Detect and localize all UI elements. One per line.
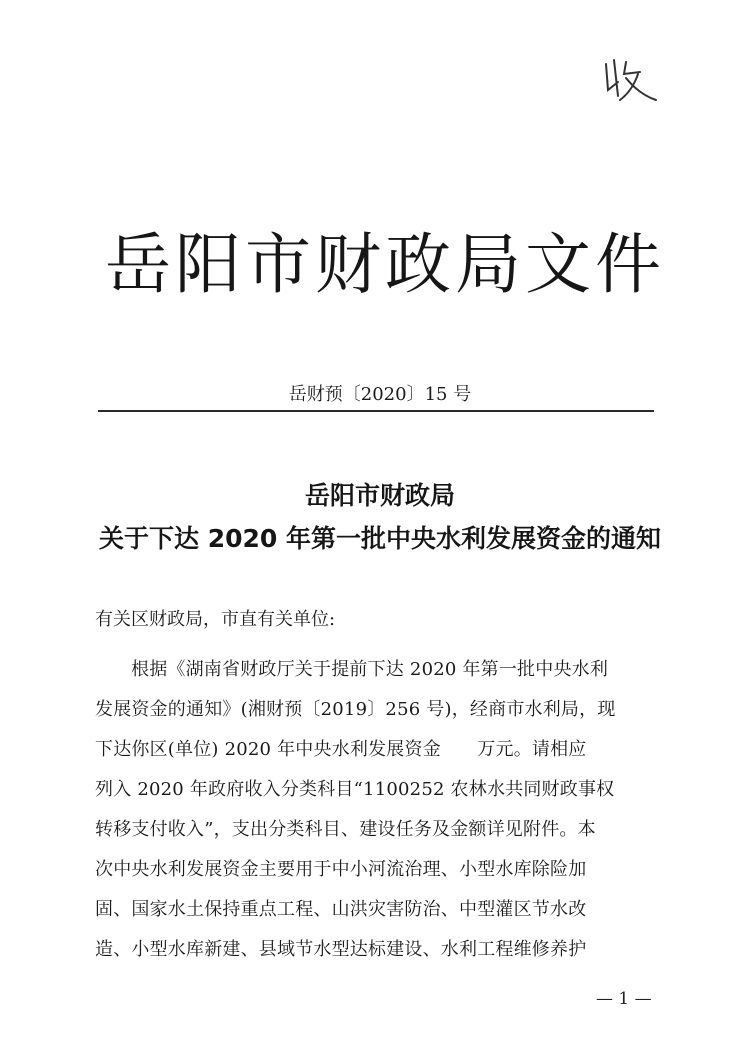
- body-line: 次中央水利发展资金主要用于中小河流治理、小型水库除险加: [95, 859, 587, 880]
- handwritten-mark-icon: [596, 52, 666, 112]
- body-line: 固、国家水土保持重点工程、山洪灾害防治、中型灌区节水改: [95, 899, 587, 920]
- document-number: 岳财预〔2020〕15 号: [288, 384, 472, 405]
- notice-title-line-2: 关于下达 2020 年第一批中央水利发展资金的通知: [99, 524, 661, 553]
- body-line: 下达你区(单位) 2020 年中央水利发展资金 万元。请相应: [95, 739, 587, 760]
- body-line: 根据《湖南省财政厅关于提前下达 2020 年第一批中央水利: [131, 659, 609, 680]
- page-number: — 1 —: [596, 989, 652, 1009]
- notice-title-line-1: 岳阳市财政局: [304, 481, 455, 510]
- body-line: 发展资金的通知》(湘财预〔2019〕256 号)，经商市水利局，现: [95, 699, 616, 720]
- salutation: 有关区财政局，市直有关单位:: [95, 609, 336, 630]
- header-divider: [98, 410, 654, 412]
- body-line: 转移支付收入”，支出分类科目、建设任务及金额详见附件。本: [95, 819, 596, 840]
- document-header: 岳阳市财政局文件: [105, 226, 665, 303]
- body-line: 造、小型水库新建、县域节水型达标建设、水利工程维修养护: [95, 939, 587, 960]
- body-line: 列入 2020 年政府收入分类科目“1100252 农林水共同财政事权: [95, 779, 615, 800]
- handwritten-received-mark: [596, 52, 666, 112]
